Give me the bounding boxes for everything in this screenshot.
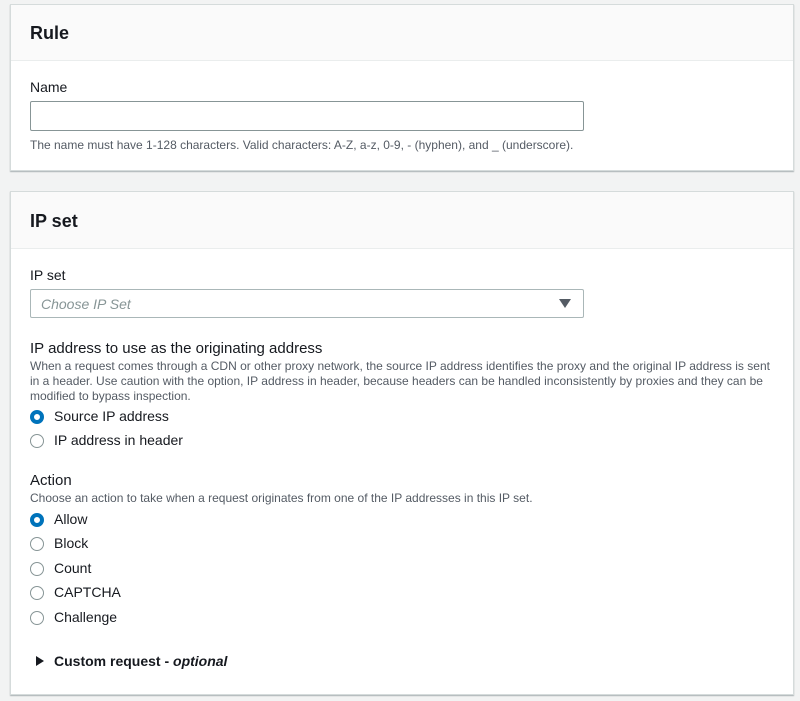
radio-unchecked-icon[interactable] [30,611,44,625]
radio-checked-icon[interactable] [30,513,44,527]
name-input[interactable] [30,101,584,131]
rule-panel-header [11,5,793,61]
ipset-panel-title: IP set [30,211,78,231]
radio-count-label: Count [54,560,92,576]
radio-checked-icon[interactable] [30,410,44,424]
caret-right-icon [36,656,44,666]
ipset-select-placeholder: Choose IP Set [41,296,131,312]
radio-unchecked-icon[interactable] [30,537,44,551]
radio-ip-in-header-label: IP address in header [54,432,183,448]
action-label: Action [30,472,72,489]
radio-unchecked-icon[interactable] [30,562,44,576]
custom-request-label [54,653,227,669]
custom-request-optional: optional [173,653,228,669]
ipset-panel [10,191,794,695]
name-hint: The name must have 1-128 characters. Valid characters: A-Z, a-z, 0-9, - (hyphen), and _ (underscore). [30,138,574,152]
radio-challenge-label: Challenge [54,609,118,625]
ipset-panel-header [11,192,793,249]
radio-unchecked-icon[interactable] [30,586,44,600]
caret-down-icon [559,299,571,308]
radio-unchecked-icon[interactable] [30,434,44,448]
radio-source-ip-label: Source IP address [54,408,169,424]
radio-allow-label: Allow [54,511,88,527]
action-description: Choose an action to take when a request originates from one of the IP addresses in this IP set. [30,491,533,505]
name-label: Name [30,79,68,95]
origin-label: IP address to use as the originating address [30,340,323,357]
ipset-label: IP set [30,267,66,283]
radio-block-label: Block [54,535,89,551]
radio-captcha-label: CAPTCHA [54,584,121,600]
origin-description: When a request comes through a CDN or other proxy network, the source IP address identifies the proxy and the original IP address is sent in a header. Use caution with the option, IP address in header, because headers can be handled inconsistently by proxies and they can be modified to bypass inspection. [30,359,770,403]
custom-request-text: Custom request - [54,653,174,669]
rule-panel [10,4,794,171]
ipset-select[interactable] [30,289,584,318]
rule-panel-title: Rule [30,23,70,43]
